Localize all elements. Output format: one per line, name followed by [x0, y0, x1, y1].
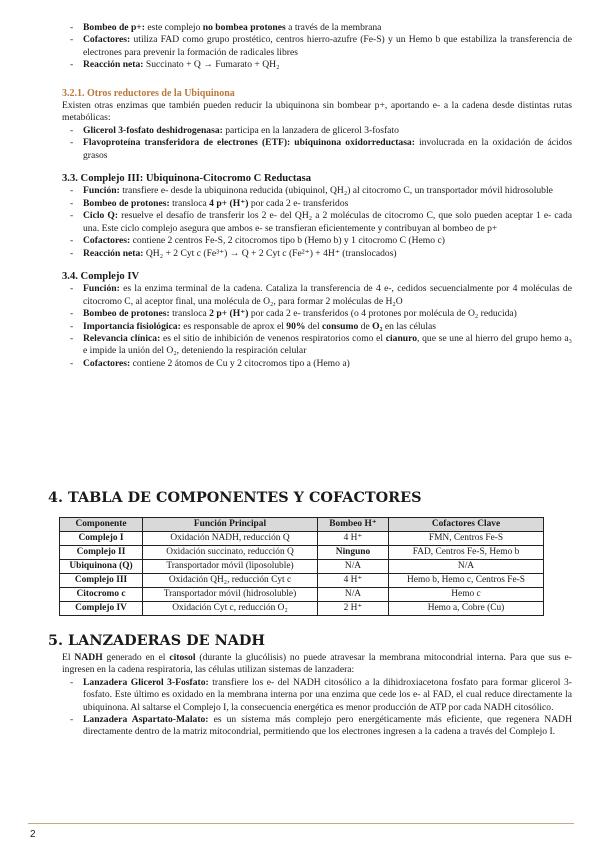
table-cell: Ubiquinona (Q): [60, 560, 143, 574]
list-item: - Ciclo Q: resuelve el desafío de transferir los 2 e- del QH₂ a 2 moléculas de citocromo C, que solo pueden aceptar 1 e- cada una. Este ciclo complejo asegura que ambos e- se transfieran eficientemente y contribuyan al bombeo de p+: [62, 210, 572, 235]
section-title: 3.3. Complejo III: Ubiquinona-Citocromo C Reductasa: [62, 173, 312, 185]
list-item: - Reacción neta: Succinato + Q → Fumarato + QH₂: [62, 59, 572, 71]
table-cell: Transportador móvil (liposoluble): [143, 560, 318, 574]
table-cell: 2 H⁺: [318, 602, 389, 616]
table-header: Bombeo H⁺: [318, 518, 389, 532]
table-cell: Oxidación Cyt c, reducción O₂: [143, 602, 318, 616]
table-header-row: [60, 518, 544, 532]
complejo4-list: [62, 283, 572, 370]
table-cell: Complejo I: [60, 532, 143, 546]
table-header: Función Principal: [143, 518, 318, 532]
list-item: - Bombeo de p+: este complejo no bombea protones a través de la membrana: [62, 22, 572, 34]
list-item: - Bombeo de protones: transloca 2 p+ (H⁺) por cada 2 e- transferidos (o 4 protones por molécula de O₂ reducida): [62, 308, 572, 320]
section-4-title: 4. TABLA DE COMPONENTES Y COFACTORES: [48, 489, 422, 506]
table-cell: N/A: [318, 588, 389, 602]
table-row: [60, 532, 544, 546]
table-cell: Hemo c: [389, 588, 544, 602]
table-cell: 4 H⁺: [318, 574, 389, 588]
otros-list: [62, 125, 572, 162]
table-cell: Complejo IV: [60, 602, 143, 616]
list-item: - Glicerol 3-fosfato deshidrogenasa: participa en la lanzadera de glicerol 3-fosfato: [62, 125, 572, 137]
table-header: Cofactores Clave: [389, 518, 544, 532]
table-row: [60, 588, 544, 602]
complejo2-list: [62, 22, 572, 72]
table-cell: Transportador móvil (hidrosoluble): [143, 588, 318, 602]
table-row: [60, 560, 544, 574]
footer-divider: [28, 823, 574, 824]
page-number: 2: [30, 829, 36, 840]
table-cell: N/A: [389, 560, 544, 574]
lanzaderas-list: [62, 677, 572, 739]
list-item: - Reacción neta: QH₂ + 2 Cyt c (Fe³⁺) → Q + 2 Cyt c (Fe²⁺) + 4H⁺ (translocados): [62, 248, 572, 260]
table-cell: N/A: [318, 560, 389, 574]
list-item: - Cofactores: contiene 2 átomos de Cu y 2 citocromos tipo a (Hemo a): [62, 358, 572, 370]
paragraph: Existen otras enzimas que también pueden reducir la ubiquinona sin bombear p+, aportando e- a la cadena desde distintas rutas metabólicas:: [62, 100, 572, 124]
table-row: [60, 602, 544, 616]
paragraph: El NADH generado en el citosol (durante la glucólisis) no puede atravesar la membrana mitocondrial interna. Para que sus e- ingresen en la cadena respiratoria, las células utilizan sistemas de lanzadera:: [62, 652, 573, 676]
list-item: - Cofactores: contiene 2 centros Fe-S, 2 citocromos tipo b (Hemo b) y 1 citocromo C (Hemo c): [62, 235, 572, 247]
table-cell: Citocromo c: [60, 588, 143, 602]
list-item: - Relevancia clínica: es el sitio de inhibición de venenos respiratorios como el cianuro, que se une al hierro del grupo hemo a₃ e impide la unión del O₂, deteniendo la respiración celular: [62, 333, 572, 358]
table-cell: FAD, Centros Fe-S, Hemo b: [389, 546, 544, 560]
table-row: [60, 546, 544, 560]
list-item: - Bombeo de protones: transloca 4 p+ (H⁺) por cada 2 e- transferidos: [62, 198, 572, 210]
table-cell: Oxidación QH₂, reducción Cyt c: [143, 574, 318, 588]
table-cell: FMN, Centros Fe-S: [389, 532, 544, 546]
table-row: [60, 574, 544, 588]
table-cell: Hemo b, Hemo c, Centros Fe-S: [389, 574, 544, 588]
subsection-title: 3.2.1. Otros reductores de la Ubiquinona: [62, 87, 235, 99]
table-cell: Complejo III: [60, 574, 143, 588]
section-title: 3.4. Complejo IV: [62, 270, 140, 282]
list-item: - Flavoproteína transferidora de electrones (ETF): ubiquinona oxidorreductasa: involucrada en la oxidación de ácidos grasos: [62, 137, 572, 162]
list-item: - Importancia fisiológica: es responsable de aprox el 90% del consumo de O₂ en las células: [62, 321, 572, 333]
content-bottom: [62, 652, 572, 739]
table-cell: Ninguno: [318, 546, 389, 560]
list-item: - Función: transfiere e- desde la ubiquinona reducida (ubiquinol, QH₂) al citocromo C, un transportador móvil hidrosoluble: [62, 185, 572, 197]
table-cell: Oxidación succinato, reducción Q: [143, 546, 318, 560]
table-cell: Complejo II: [60, 546, 143, 560]
table-cell: 4 H⁺: [318, 532, 389, 546]
section-5-title: 5. LANZADERAS DE NADH: [48, 632, 265, 649]
components-table: [59, 517, 544, 616]
table-header: Componente: [60, 518, 143, 532]
table-cell: Oxidación NADH, reducción Q: [143, 532, 318, 546]
list-item: - Lanzadera Glicerol 3-Fosfato: transfiere los e- del NADH citosólico a la dihidroxiacetona fosfato para formar glicerol 3-fosfato. Este último es oxidado en la membrana interna por una enzima que cede los e- al FAD, el cual reduce directamente la ubiquinona. Al saltarse el Complejo I, la consecuencia energética es menor producción de ATP por cada NADH citosólico.: [62, 677, 572, 714]
complejo3-list: [62, 185, 572, 259]
content-top: [62, 22, 572, 370]
list-item: - Cofactores: utiliza FAD como grupo prostético, centros hierro-azufre (Fe-S) y un Hemo b que estabiliza la transferencia de electrones para prevenir la formación de radicales libres: [62, 34, 572, 59]
list-item: - Función: es la enzima terminal de la cadena. Cataliza la transferencia de 4 e-, cedidos secuencialmente por 4 moléculas de citocromo C, al aceptor final, una molécula de O₂, para formar 2 moléculas de H₂O: [62, 283, 572, 308]
table-cell: Hemo a, Cobre (Cu): [389, 602, 544, 616]
list-item: - Lanzadera Aspartato-Malato: es un sistema más complejo pero energéticamente más eficiente, que regenera NADH directamente dentro de la matriz mitocondrial, permitiendo que los electrones ingresen a la cadena a través del Complejo I.: [62, 714, 572, 739]
